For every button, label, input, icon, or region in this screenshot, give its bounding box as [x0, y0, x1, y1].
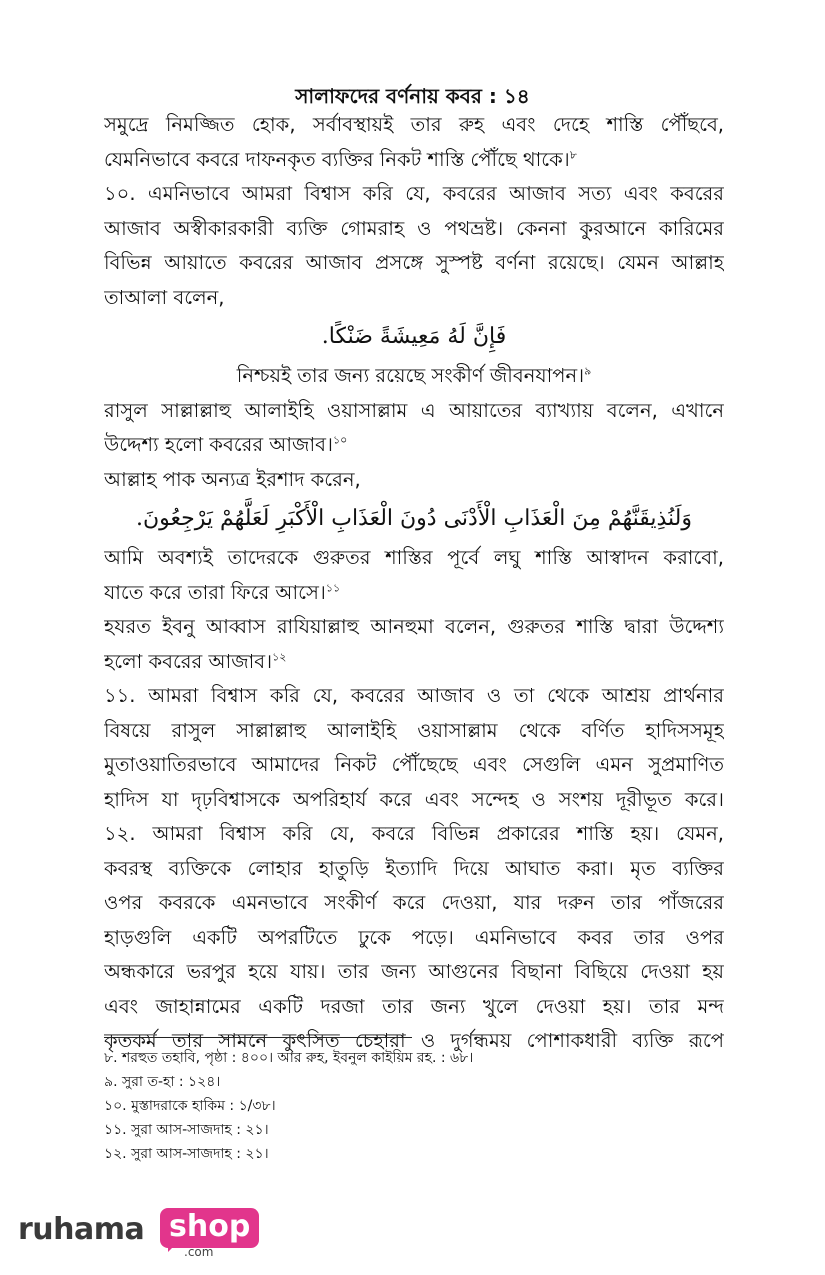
body-line: [104, 143, 724, 178]
footnote-marker: ১২: [272, 650, 287, 663]
body-line: [104, 817, 724, 852]
body-line: [104, 177, 724, 212]
footnote-marker: ৯: [584, 364, 592, 378]
body-line: [104, 576, 724, 611]
line-text: হযরত ইবনু আব্বাস রাযিয়াল্লাহু আনহুমা বলেন, গুরুতর শাস্তি দ্বারা উদ্দেশ্য: [104, 615, 724, 638]
logo-domain-text: .com: [184, 1245, 214, 1259]
body-line: [104, 714, 724, 749]
body-line: [104, 852, 724, 887]
footnote-marker: ১১: [325, 581, 341, 594]
body-line: [104, 246, 724, 281]
line-text: হলো কবরের আজাব।: [104, 649, 273, 673]
body-line: [104, 990, 724, 1025]
logo-badge-tail: [168, 1242, 178, 1252]
line-text: যাতে করে তারা ফিরে আসে।: [104, 580, 326, 604]
footnote-marker: ৮: [569, 148, 577, 161]
arabic-verse: [104, 315, 724, 359]
footnote-marker: ১০: [332, 433, 348, 447]
line-text: অন্ধকারে ভরপুর হয়ে যায়। তার জন্য আগুনের বিছানা বিছিয়ে দেওয়া হয়: [104, 960, 724, 983]
footnotes: [104, 1046, 724, 1166]
footnote-item: ১০. মুস্তাদরাকে হাকিম : ১/৩৮।: [104, 1098, 276, 1114]
line-text: কবরস্থ ব্যক্তিকে লোহার হাতুড়ি ইত্যাদি দিয়ে আঘাত করা। মৃত ব্যক্তির: [104, 856, 724, 880]
line-text: উদ্দেশ্য হলো কবরের আজাব।: [104, 433, 333, 456]
ruhama-shop-logo: [18, 1200, 268, 1262]
line-text: বিভিন্ন আয়াতে কবরের আজাব প্রসঙ্গে সুস্পষ্ট বর্ণনা রয়েছে। যেমন আল্লাহ: [104, 251, 724, 274]
body-line: [104, 394, 724, 429]
body-line: [104, 783, 724, 818]
body-line: [104, 610, 724, 645]
line-text: বিষয়ে রাসুল সাল্লাল্লাহু আলাইহি ওয়াসাল্লাম থেকে বর্ণিত হাদিসসমূহ: [104, 718, 724, 742]
footnote-item: ৮. শরহুত তহাবি, পৃষ্ঠা : ৪০০। আর রুহ, ইবনুল কাইয়িম রহ. : ৬৮।: [104, 1050, 474, 1066]
logo-shop-badge: shop: [160, 1208, 259, 1248]
body-line: [104, 748, 724, 783]
footnote-item: ১১. সুরা আস-সাজদাহ : ২১।: [104, 1122, 269, 1138]
line-text: কৃতকর্ম তার সামনে কুৎসিত চেহারা ও দুর্গন্ধময় পোশাকধারী ব্যক্তি রূপে: [104, 1029, 724, 1052]
line-text: ১২. আমরা বিশ্বাস করি যে, কবরে বিভিন্ন প্রকারের শাস্তি হয়। যেমন,: [104, 822, 724, 845]
body-line: [104, 212, 724, 247]
line-text: আল্লাহ পাক অন্যত্র ইরশাদ করেন,: [104, 467, 361, 491]
footnote-divider: [104, 1037, 412, 1038]
body-line: [104, 541, 724, 576]
line-text: যেমনিভাবে কবরে দাফনকৃত ব্যক্তির নিকট শাস্তি পৌঁছে থাকে।: [104, 147, 570, 171]
body-line: [104, 359, 724, 394]
line-text: হাদিস যা দৃঢ়বিশ্বাসকে অপরিহার্য করে এবং সন্দেহ ও সংশয় দূরীভূত করে।: [104, 787, 724, 811]
line-text: রাসুল সাল্লাল্লাহু আলাইহি ওয়াসাল্লাম এ আয়াতের ব্যাখ্যায় বলেন, এখানে: [104, 398, 724, 422]
arabic-verse: [104, 497, 724, 541]
line-text: ১১. আমরা বিশ্বাস করি যে, কবরের আজাব ও তা থেকে আশ্রয় প্রার্থনার: [104, 684, 724, 707]
line-text: আমি অবশ্যই তাদেরকে গুরুতর শাস্তির পূর্বে লঘু শাস্তি আস্বাদন করাবো,: [104, 546, 724, 569]
body-line: [104, 463, 724, 498]
body-line: [104, 955, 724, 990]
body-line: [104, 645, 724, 680]
line-text: ওপর কবরকে এমনভাবে সংকীর্ণ করে দেওয়া, যার দরুন তার পাঁজরের: [104, 891, 724, 914]
body-line: [104, 886, 724, 921]
line-text: মুতাওয়াতিরভাবে আমাদের নিকট পৌঁছেছে এবং সেগুলি এমন সুপ্রমাণিত: [104, 753, 724, 776]
line-text: فَإِنَّ لَهُ مَعِيشَةً ضَنْكًا.: [321, 324, 507, 349]
line-text: ১০. এমনিভাবে আমরা বিশ্বাস করি যে, কবরের আজাব সত্য এবং কবরের: [104, 182, 724, 205]
line-text: নিশ্চয়ই তার জন্য রয়েছে সংকীর্ণ জীবনযাপন।: [236, 364, 585, 387]
line-text: সমুদ্রে নিমজ্জিত হোক, সর্বাবস্থায়ই তার রুহ এবং দেহে শাস্তি পৌঁছবে,: [104, 113, 724, 136]
body-line: [104, 679, 724, 714]
line-text: তাআলা বলেন,: [104, 285, 225, 309]
line-text: وَلَنُذِيقَنَّهُمْ مِنَ الْعَذَابِ الْأَدْنَى دُونَ الْعَذَابِ الْأَكْبَرِ لَعَلَّهُمْ يَرْجِعُونَ.: [135, 506, 693, 531]
line-text: আজাব অস্বীকারকারী ব্যক্তি গোমরাহ ও পথভ্রষ্ট। কেননা কুরআনে কারিমের: [104, 216, 724, 240]
body-line: [104, 921, 724, 956]
footnote-item: ১২. সুরা আস-সাজদাহ : ২১।: [104, 1146, 269, 1162]
line-text: এবং জাহান্নামের একটি দরজা তার জন্য খুলে দেওয়া হয়। তার মন্দ: [104, 994, 724, 1018]
body-line: [104, 428, 724, 463]
line-text: হাড়গুলি একটি অপরটিতে ঢুকে পড়ে। এমনিভাবে কবর তার ওপর: [104, 925, 724, 949]
footnote-item: ৯. সুরা ত-হা : ১২৪।: [104, 1074, 221, 1090]
page-header: সালাফদের বর্ণনায় কবর : ১৪: [295, 84, 530, 108]
body-line: [104, 281, 724, 316]
body-line: [104, 108, 724, 143]
body-text: [104, 108, 724, 1059]
logo-brand-text: ruhama: [18, 1212, 145, 1247]
